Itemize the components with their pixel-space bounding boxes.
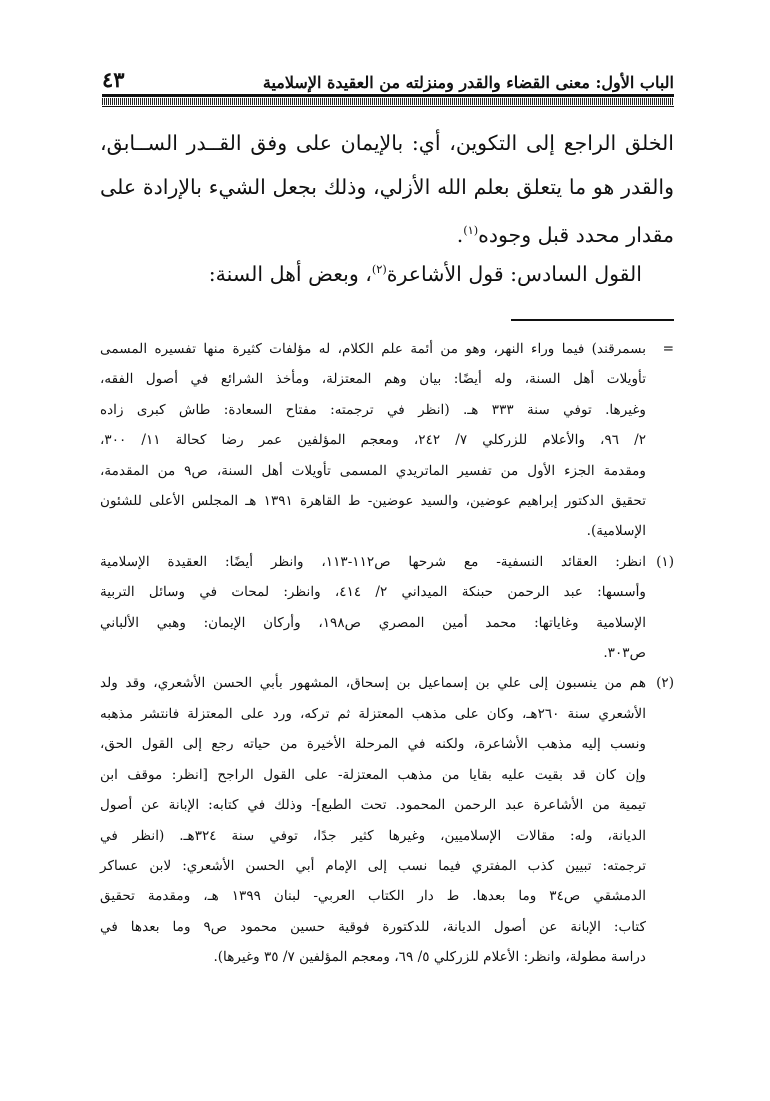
footnote-ref-2[interactable]: (٢) <box>371 263 387 277</box>
footnote-line: دراسة مطولة، وانظر: الأعلام للزركلي ٥/ ٦٩، ومعجم المؤلفين ٧/ ٣٥ وغيرها). <box>213 949 646 966</box>
footnote-body <box>100 334 646 547</box>
header-rule-hatched <box>102 98 674 105</box>
footnote-marker: (٢) <box>656 675 674 692</box>
footnote-line: ونسب إليه مذهب الأشاعرة، ولكنه في المرحلة الأخيرة من حياته رجع إلى القول الحق، <box>100 736 646 753</box>
footnote-continued <box>100 334 674 547</box>
footnote-line: تأويلات أهل السنة، وله أيضًا: بيان وهم المعتزلة، ومأخذ الشرائع في أصول الفقه، <box>100 371 646 388</box>
footnote-body <box>100 547 646 669</box>
saying-text-cont: ، وبعض أهل السنة: <box>208 262 372 286</box>
footnote-line: الأشعري سنة ٢٦٠هـ، وكان على مذهب المعتزلة ثم تركه، ورد على المعتزلة فانتشر مذهبه <box>100 705 646 722</box>
footnote-line: الإسلامية). <box>586 523 646 540</box>
footnote-line: هم من ينسبون إلى علي بن إسماعيل بن إسحاق، المشهور بأبي الحسن الأشعري، وقد ولد <box>100 675 646 692</box>
footnote-line: تحقيق الدكتور إبراهيم عوضين، والسيد عوضين- ط القاهرة ١٣٩١ هـ المجلس الأعلى للشئون <box>100 493 646 510</box>
footnote-line: وإن كان قد بقيت عليه بقايا من مذهب المعتزلة- على القول الراجح [انظر: موقف ابن <box>100 766 646 783</box>
header-rule-thin <box>102 106 674 107</box>
main-paragraph <box>100 122 674 257</box>
main-line <box>100 209 674 257</box>
footnote-line: ص٣٠٣. <box>603 645 646 662</box>
footnote-line: تيمية من الأشاعرة عبد الرحمن المحمود. تحت الطبع]- وذلك في كتابه: الإبانة عن أصول <box>100 797 646 814</box>
main-line-text: مقدار محدد قبل وجوده <box>478 222 674 247</box>
footnote-line: ترجمته: تبيين كذب المفتري فيما نسب إلى الإمام أبي الحسن الأشعري: لابن عساكر <box>100 857 646 874</box>
section-heading-line <box>209 262 642 286</box>
main-text <box>100 122 674 257</box>
main-line: والقدر هو ما يتعلق بعلم الله الأزلي، وذلك بجعل الشيء بالإرادة على <box>100 174 674 199</box>
saying-text: القول السادس: قول الأشاعرة <box>386 262 642 286</box>
footnote-line: انظر: العقائد النسفية- مع شرحها ص١١٢-١١٣، وانظر أيضًا: العقيدة الإسلامية <box>100 553 646 570</box>
main-line-end: . <box>456 222 464 247</box>
footnote-line: ومقدمة الجزء الأول من تفسير الماتريدي المسمى تأويلات أهل السنة، ص٩ من المقدمة، <box>100 462 646 479</box>
running-header <box>102 62 674 92</box>
footnote-line: الإسلامية وغاياتها: محمد أمين المصري ص١٩٨، وأركان الإيمان: وهبي الألباني <box>100 614 646 631</box>
page-number: ٤٣ <box>102 67 125 92</box>
footnote-line: الدمشقي ص٣٤ وما بعدها. ط دار الكتاب العربي- لبنان ١٣٩٩ هـ، ومقدمة تحقيق <box>100 888 646 905</box>
footnote-separator <box>511 319 674 321</box>
footnote-marker: = <box>662 341 674 357</box>
footnote-line: بسمرقند) فيما وراء النهر، وهو من أئمة علم الكلام، له مؤلفات كثيرة منها تفسيره المسمى <box>100 341 646 357</box>
footnotes <box>100 334 674 973</box>
footnote-line: وأسسها: عبد الرحمن حبنكة الميداني ٢/ ٤١٤، وانظر: لمحات في وسائل التربية <box>100 584 646 601</box>
footnote-line: ٢/ ٩٦، والأعلام للزركلي ٧/ ٢٤٢، ومعجم المؤلفين عمر رضا كحالة ١١/ ٣٠٠، <box>100 432 647 449</box>
footnote-line: وغيرها. توفي سنة ٣٣٣ هـ. (انظر في ترجمته: مفتاح السعادة: طاش كبرى زاده <box>100 401 647 418</box>
header-rule-thick <box>102 94 674 97</box>
footnote-line: كتاب: الإبانة عن أصول الديانة، للدكتورة فوقية حسين محمود ص٩ وما بعدها في <box>100 918 647 935</box>
footnote-marker: (١) <box>656 553 674 570</box>
footnote-1 <box>100 547 674 669</box>
footnote-body <box>100 668 646 972</box>
footnote-2 <box>100 668 674 972</box>
chapter-title: الباب الأول: معنى القضاء والقدر ومنزلته من العقيدة الإسلامية <box>262 73 674 92</box>
footnote-ref-1[interactable]: (١) <box>463 224 479 237</box>
footnote-line: الديانة، وله: مقالات الإسلاميين، وغيرها كثير جدًا، توفي سنة ٣٢٤هـ. (انظر في <box>100 827 646 844</box>
main-line: الخلق الراجع إلى التكوين، أي: بالإيمان على وفق القــدر الســابق، <box>100 131 674 155</box>
